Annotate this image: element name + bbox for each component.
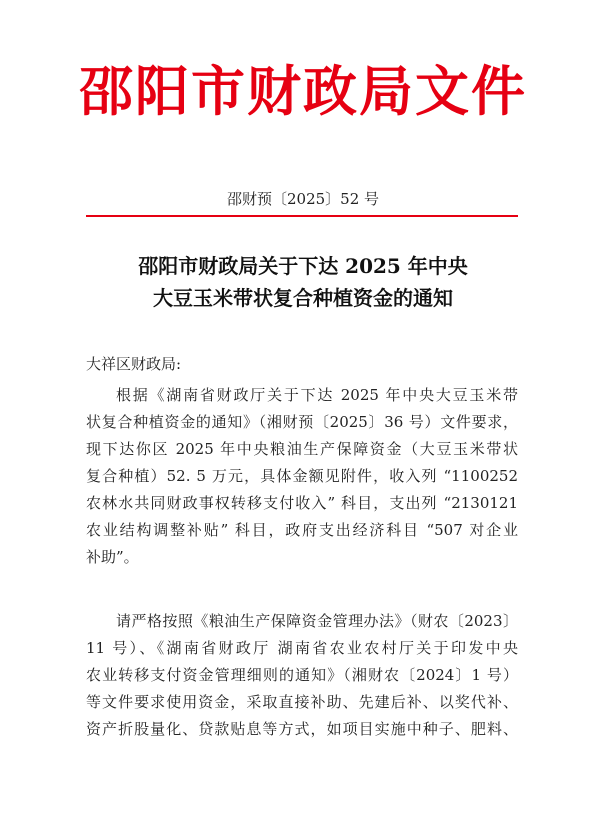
red-divider-line [86, 215, 518, 217]
paragraph-1-line: 农林水共同财政事权转移支付收入” 科目，支出列 “2130121 [86, 494, 518, 512]
paragraph-2-line: 11 号）、《湖南省财政厅 湖南省农业农村厅关于印发中央 [86, 639, 518, 657]
paragraph-1-line: 根据《湖南省财政厅关于下达 2025 年中央大豆玉米带 [116, 386, 518, 404]
issuer-banner: 邵阳市财政局文件 [79, 59, 527, 123]
salutation: 大祥区财政局: [86, 355, 182, 373]
paragraph-2-line: 请严格按照《粮油生产保障资金管理办法》（财农〔2023〕 [116, 612, 518, 630]
paragraph-2-line: 等文件要求使用资金，采取直接补助、先建后补、以奖代补、 [86, 693, 518, 711]
document-title [60, 250, 546, 314]
paragraph-1-line: 农业结构调整补贴” 科目，政府支出经济科目 “507 对企业 [86, 521, 518, 539]
paragraph-1-line: 复合种植）52. 5 万元，具体金额见附件，收入列 “1100252 [86, 467, 518, 485]
title-line-1: 邵阳市财政局关于下达 2025 年中央 [138, 254, 468, 278]
paragraph-2-line: 资产折股量化、贷款贴息等方式，如项目实施中种子、肥料、 [86, 720, 518, 738]
document-number: 邵财预〔2025〕52 号 [226, 190, 380, 208]
paragraph-1 [86, 382, 518, 571]
paragraph-1-line: 状复合种植资金的通知》（湘财预〔2025〕36 号）文件要求， [86, 413, 518, 431]
paragraph-1-line: 补助”。 [86, 548, 139, 566]
paragraph-1-line: 现下达你区 2025 年中央粮油生产保障资金（大豆玉米带状 [86, 440, 518, 458]
paragraph-2-line: 农业转移支付资金管理细则的通知》（湘财农〔2024〕1 号） [86, 666, 518, 684]
paragraph-2 [86, 608, 518, 743]
title-line-2: 大豆玉米带状复合种植资金的通知 [153, 286, 453, 310]
